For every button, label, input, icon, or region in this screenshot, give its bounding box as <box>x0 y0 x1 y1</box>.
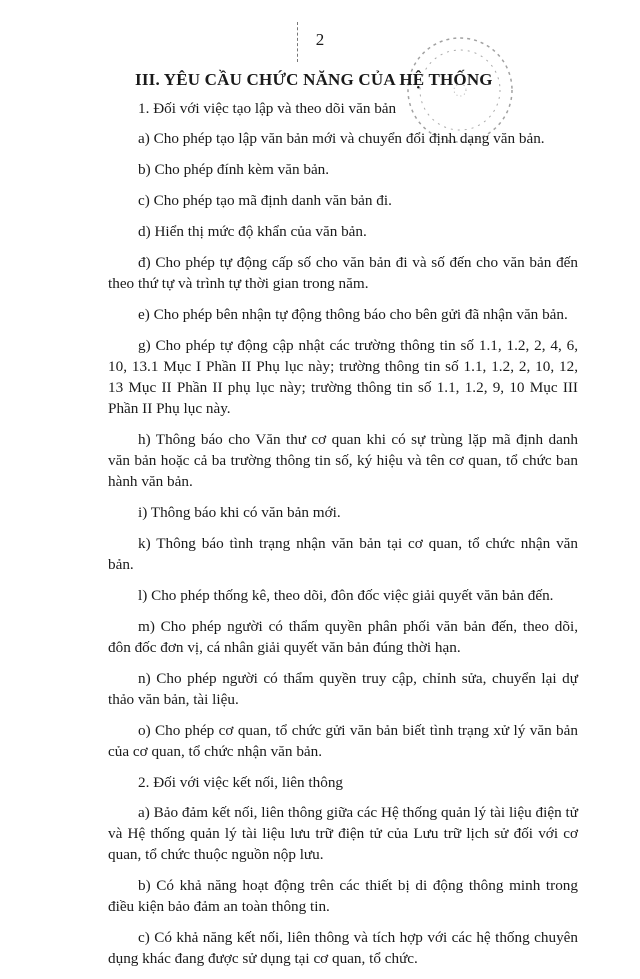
item-1h: h) Thông báo cho Văn thư cơ quan khi có sự trùng lặp mã định danh văn bản hoặc cả ba trường thông tin số, ký hiệu và tên cơ quan, tổ chức ban hành văn bản. <box>108 431 578 490</box>
section-heading: III. YÊU CẦU CHỨC NĂNG CỦA HỆ THỐNG <box>135 70 493 89</box>
item-1dd: đ) Cho phép tự động cấp số cho văn bản đi và số đến cho văn bản đến theo thứ tự và trình tự thời gian trong năm. <box>108 254 578 292</box>
item-1c: c) Cho phép tạo mã định danh văn bản đi. <box>138 192 392 209</box>
item-1e: e) Cho phép bên nhận tự động thông báo cho bên gửi đã nhận văn bản. <box>138 306 568 323</box>
item-1l: l) Cho phép thống kê, theo dõi, đôn đốc việc giải quyết văn bản đến. <box>138 587 554 604</box>
document-body <box>108 98 578 979</box>
section-2-title: 2. Đối với việc kết nối, liên thông <box>138 774 344 791</box>
item-1o: o) Cho phép cơ quan, tổ chức gửi văn bản biết tình trạng xử lý văn bản của cơ quan, tổ chức nhận văn bản. <box>108 722 578 760</box>
item-2b: b) Có khả năng hoạt động trên các thiết bị di động thông minh trong điều kiện bảo đảm an toàn thông tin. <box>108 877 578 915</box>
item-1b: b) Cho phép đính kèm văn bản. <box>138 161 330 178</box>
item-1n: n) Cho phép người có thẩm quyền truy cập, chỉnh sửa, chuyển lại dự thảo văn bản, tài liệu. <box>108 670 578 708</box>
item-1m: m) Cho phép người có thẩm quyền phân phối văn bản đến, theo dõi, đôn đốc đơn vị, cá nhân giải quyết văn bản đúng thời hạn. <box>108 618 578 656</box>
item-1a: a) Cho phép tạo lập văn bản mới và chuyển đổi định dạng văn bản. <box>138 130 545 147</box>
item-1k: k) Thông báo tình trạng nhận văn bản tại cơ quan, tổ chức nhận văn bản. <box>108 535 578 573</box>
item-1d: d) Hiển thị mức độ khẩn của văn bản. <box>138 223 367 240</box>
item-2a: a) Bảo đảm kết nối, liên thông giữa các Hệ thống quản lý tài liệu điện tử và Hệ thống quản lý tài liệu lưu trữ điện tử của Lưu trữ lịch sử đối với cơ quan, tổ chức thuộc nguồn nộp lưu. <box>108 804 578 863</box>
item-1g: g) Cho phép tự động cập nhật các trường thông tin số 1.1, 1.2, 2, 4, 6, 10, 13.1 Mục I Phần II Phụ lục này; trường thông tin số 1.1, 1.2, 2, 10, 12, 13 Mục II Phần II phụ lục này; trường thông tin số 1.1, 1.2, 9, 10 Mục III Phần II Phụ lục này. <box>108 337 578 417</box>
item-1i: i) Thông báo khi có văn bản mới. <box>138 504 341 521</box>
section-1-title: 1. Đối với việc tạo lập và theo dõi văn bản <box>138 100 397 117</box>
item-2c: c) Có khả năng kết nối, liên thông và tích hợp với các hệ thống chuyên dụng khác đang được sử dụng tại cơ quan, tổ chức. <box>108 929 578 967</box>
page-number: 2 <box>315 30 325 49</box>
